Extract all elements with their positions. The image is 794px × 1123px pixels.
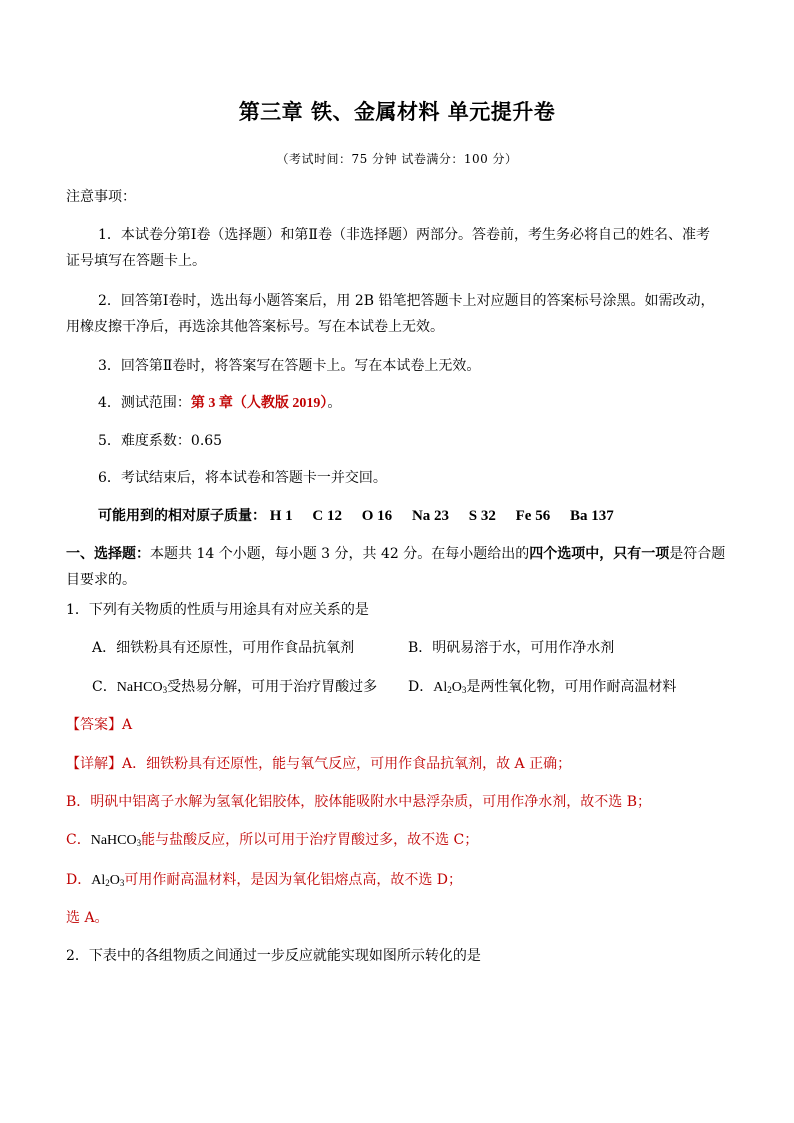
atomic-mass-item: O 16: [361, 508, 393, 524]
formula: O: [451, 680, 462, 695]
atomic-mass-item: C 12: [312, 508, 343, 524]
option-label: C．: [92, 679, 117, 695]
page-title: 第三章 铁、金属材料 单元提升卷: [238, 100, 556, 124]
atomic-mass-item: Na 23: [411, 508, 450, 524]
subscript: 3: [461, 685, 467, 695]
notice-item-6: 6．考试结束后，将本试卷和答题卡一并交回。: [98, 470, 387, 486]
subscript: 3: [119, 878, 125, 888]
subscript: 2: [447, 685, 452, 695]
subscript: 3: [136, 838, 142, 848]
subscript: 2: [105, 878, 110, 888]
formula: O: [109, 873, 120, 888]
subscript: 3: [162, 685, 168, 695]
section-1-heading: 一、选择题：: [66, 546, 150, 562]
question-1-detail-d: [66, 869, 462, 889]
notice-heading: 注意事项：: [66, 189, 136, 205]
test-range: 第 3 章（人教版 2019）: [190, 396, 328, 411]
question-1-detail-c: [66, 829, 478, 849]
section-1-emphasis: 四个选项中，只有一项: [529, 546, 670, 562]
section-1-instructions: [66, 543, 725, 563]
question-2-stem: 2．下表中的各组物质之间通过一步反应就能实现如图所示转化的是: [66, 948, 481, 964]
question-1-option-d: [408, 676, 676, 696]
formula: Al: [433, 680, 448, 695]
notice-item-3: 3．回答第Ⅱ卷时，将答案写在答题卡上。写在本试卷上无效。: [98, 358, 481, 374]
question-1-detail-b: B．明矾中铝离子水解为氢氧化铝胶体，胶体能吸附水中悬浮杂质，可用作净水剂，故不选 B；: [66, 794, 652, 810]
detail-text: A．细铁粉具有还原性，能与氧气反应，可用作食品抗氧剂，故 A 正确；: [122, 756, 572, 772]
question-1-answer: 【答案】A: [66, 717, 133, 733]
detail-label: C．: [66, 832, 91, 848]
notice-item-1-cont: 证号填写在答题卡上。: [66, 253, 206, 269]
atomic-mass-item: Ba 137: [569, 508, 614, 524]
section-1-desc-tail: 是符合题: [669, 546, 726, 562]
detail-tag: 【详解】: [66, 756, 122, 772]
atomic-mass-item: H 1: [269, 508, 293, 524]
question-1-option-c: [92, 676, 377, 696]
detail-text: 可用作耐高温材料，是因为氧化铝熔点高，故不选 D；: [124, 872, 463, 888]
atomic-mass-item: Fe 56: [515, 508, 551, 524]
atomic-masses: [98, 505, 630, 525]
question-1-option-a: A．细铁粉具有还原性，可用作食品抗氧剂: [92, 640, 355, 656]
detail-text: 能与盐酸反应，所以可用于治疗胃酸过多，故不选 C；: [141, 832, 479, 848]
question-1-detail-a: [66, 753, 571, 773]
formula: Al: [91, 873, 106, 888]
notice-item-2-cont: 用橡皮擦干净后，再选涂其他答案标号。写在本试卷上无效。: [66, 319, 444, 335]
detail-label: D．: [66, 872, 92, 888]
exam-info: （考试时间：75 分钟 试卷满分：100 分）: [276, 152, 518, 166]
atomic-masses-label: 可能用到的相对原子质量：: [98, 508, 266, 524]
section-1-desc: 本题共 14 个小题，每小题 3 分，共 42 分。在每小题给出的: [150, 546, 530, 562]
question-1-option-b: B．明矾易溶于水，可用作净水剂: [408, 640, 615, 656]
question-1-stem: 1．下列有关物质的性质与用途具有对应关系的是: [66, 602, 369, 618]
question-1-conclusion: 选 A。: [66, 910, 109, 926]
option-label: D．: [408, 679, 434, 695]
notice-item-5: 5．难度系数：0.65: [98, 433, 223, 449]
formula: NaHCO: [116, 680, 163, 695]
option-text: 受热易分解，可用于治疗胃酸过多: [167, 679, 378, 695]
option-text: 是两性氧化物，可用作耐高温材料: [466, 679, 677, 695]
notice-item-4-suffix: 。: [327, 395, 342, 411]
formula: NaHCO: [90, 833, 137, 848]
notice-item-4-prefix: 4．测试范围：: [98, 395, 191, 411]
notice-item-1: 1．本试卷分第Ⅰ卷（选择题）和第Ⅱ卷（非选择题）两部分。答卷前，考生务必将自己的姓名、准考: [98, 227, 710, 243]
section-1-instructions-cont: 目要求的。: [66, 572, 136, 588]
notice-item-4: [98, 392, 341, 412]
atomic-mass-item: S 32: [468, 508, 496, 524]
notice-item-2: 2．回答第Ⅰ卷时，选出每小题答案后，用 2B 铅笔把答题卡上对应题目的答案标号涂黑。如需改动，: [98, 293, 715, 309]
